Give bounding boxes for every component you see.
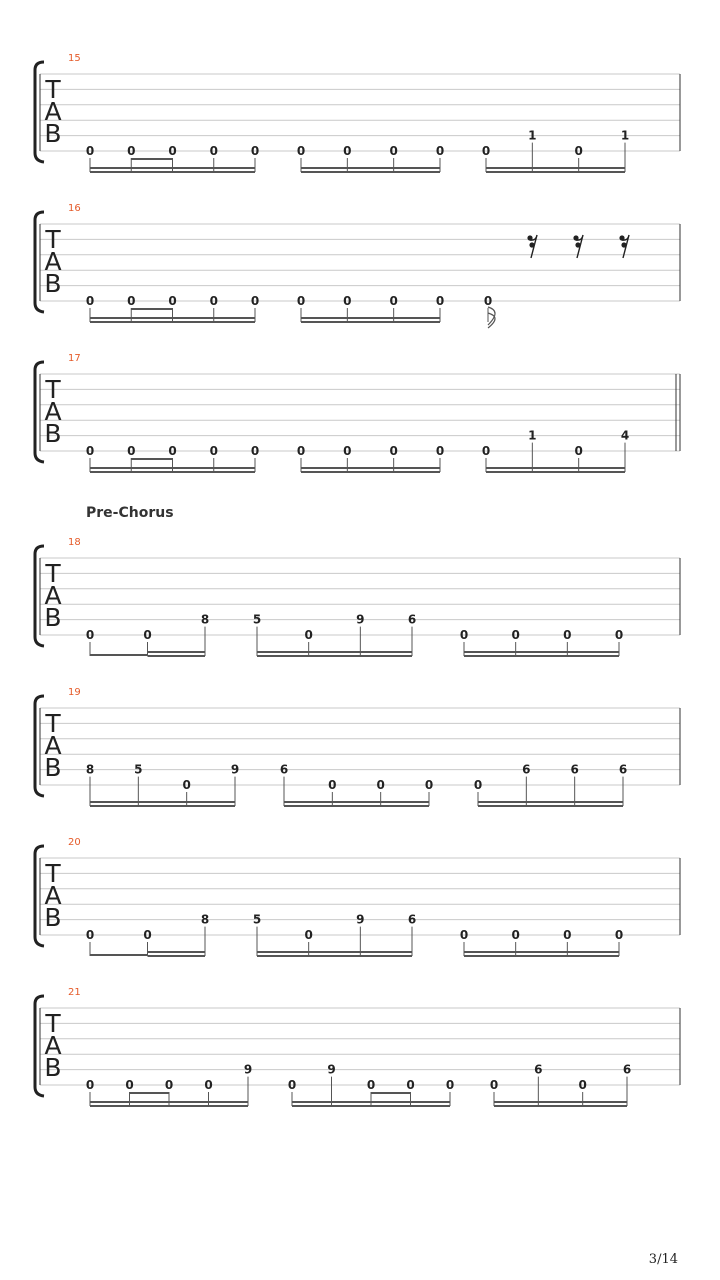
staff-system-15 bbox=[35, 53, 680, 172]
fret-number: 0 bbox=[481, 444, 491, 458]
fret-number: 0 bbox=[435, 294, 445, 308]
fret-number: 0 bbox=[85, 628, 95, 642]
fret-number: 0 bbox=[250, 444, 260, 458]
fret-number: 0 bbox=[85, 928, 95, 942]
fret-number: 0 bbox=[511, 928, 520, 942]
fret-number: 0 bbox=[389, 444, 398, 458]
fret-number: 8 bbox=[85, 762, 95, 777]
tab-clef-letter: A bbox=[44, 731, 62, 760]
fret-number: 0 bbox=[127, 444, 136, 458]
fret-number: 0 bbox=[343, 294, 352, 308]
tab-clef-letter: T bbox=[45, 709, 61, 738]
fret-number: 0 bbox=[168, 144, 177, 158]
fret-number: 9 bbox=[327, 1062, 336, 1077]
fret-number: 0 bbox=[250, 294, 260, 308]
fret-number: 0 bbox=[406, 1078, 415, 1092]
fret-number: 0 bbox=[328, 778, 337, 792]
fret-number: 0 bbox=[296, 144, 306, 158]
fret-number: 0 bbox=[459, 628, 469, 642]
fret-number: 0 bbox=[85, 1078, 95, 1092]
fret-number: 0 bbox=[343, 444, 352, 458]
staff-system-16 bbox=[35, 203, 680, 328]
measure-number: 21 bbox=[68, 987, 81, 998]
fret-number: 0 bbox=[578, 1078, 587, 1092]
tab-clef-letter: T bbox=[45, 1009, 61, 1038]
fret-number: 4 bbox=[620, 428, 630, 443]
fret-number: 9 bbox=[356, 612, 365, 627]
fret-number: 0 bbox=[182, 778, 191, 792]
tab-clef-letter: T bbox=[45, 225, 61, 254]
fret-number: 0 bbox=[204, 1078, 213, 1092]
fret-number: 0 bbox=[304, 628, 313, 642]
fret-number: 0 bbox=[85, 144, 95, 158]
fret-number: 6 bbox=[522, 762, 531, 777]
tab-clef-letter: B bbox=[44, 1053, 62, 1082]
tab-clef-letter: T bbox=[45, 375, 61, 404]
fret-number: 0 bbox=[574, 444, 583, 458]
tab-clef-letter: B bbox=[44, 269, 62, 298]
fret-number: 0 bbox=[574, 144, 583, 158]
fret-number: 0 bbox=[143, 628, 152, 642]
fret-number: 0 bbox=[483, 294, 493, 308]
fret-number: 0 bbox=[164, 1078, 174, 1092]
tab-clef-letter: T bbox=[45, 75, 61, 104]
fret-number: 6 bbox=[534, 1062, 543, 1077]
fret-number: 0 bbox=[366, 1078, 376, 1092]
tab-clef-letter: A bbox=[44, 581, 62, 610]
staff-system-18 bbox=[35, 505, 680, 656]
fret-number: 0 bbox=[473, 778, 483, 792]
page-number: 3/14 bbox=[648, 1252, 678, 1267]
fret-number: 6 bbox=[570, 762, 579, 777]
fret-number: 0 bbox=[435, 444, 445, 458]
fret-number: 9 bbox=[243, 1062, 253, 1077]
fret-number: 0 bbox=[168, 294, 177, 308]
tab-clef-letter: A bbox=[44, 1031, 62, 1060]
fret-number: 0 bbox=[435, 144, 445, 158]
fret-number: 0 bbox=[424, 778, 434, 792]
measure-number: 19 bbox=[68, 687, 81, 698]
fret-number: 0 bbox=[209, 144, 218, 158]
fret-number: 9 bbox=[356, 912, 365, 927]
fret-number: 0 bbox=[127, 294, 136, 308]
section-label: Pre-Chorus bbox=[86, 505, 174, 521]
fret-number: 0 bbox=[168, 444, 177, 458]
fret-number: 1 bbox=[528, 428, 537, 443]
fret-number: 0 bbox=[209, 444, 218, 458]
fret-number: 0 bbox=[85, 294, 95, 308]
fret-number: 0 bbox=[125, 1078, 134, 1092]
staff-system-20 bbox=[35, 837, 680, 956]
fret-number: 0 bbox=[287, 1078, 297, 1092]
fret-number: 6 bbox=[407, 912, 417, 927]
fret-number: 0 bbox=[459, 928, 469, 942]
staff-system-21 bbox=[35, 987, 680, 1106]
fret-number: 9 bbox=[230, 762, 240, 777]
fret-number: 0 bbox=[563, 928, 572, 942]
tab-clef-letter: B bbox=[44, 119, 62, 148]
fret-number: 5 bbox=[252, 612, 262, 627]
fret-number: 0 bbox=[209, 294, 218, 308]
fret-number: 0 bbox=[127, 144, 136, 158]
tab-clef-letter: B bbox=[44, 753, 62, 782]
tab-clef-letter: A bbox=[44, 247, 62, 276]
fret-number: 0 bbox=[389, 144, 398, 158]
fret-number: 6 bbox=[622, 1062, 632, 1077]
fret-number: 0 bbox=[563, 628, 572, 642]
fret-number: 0 bbox=[481, 144, 491, 158]
measure-number: 17 bbox=[68, 353, 81, 364]
staff-system-19 bbox=[35, 687, 680, 806]
fret-number: 0 bbox=[296, 294, 306, 308]
tab-clef-letter: T bbox=[45, 559, 61, 588]
tab-clef-letter: T bbox=[45, 859, 61, 888]
fret-number: 0 bbox=[85, 444, 95, 458]
fret-number: 0 bbox=[304, 928, 313, 942]
fret-number: 0 bbox=[343, 144, 352, 158]
measure-number: 18 bbox=[68, 537, 81, 548]
tab-clef-letter: A bbox=[44, 881, 62, 910]
fret-number: 1 bbox=[620, 128, 630, 143]
fret-number: 0 bbox=[296, 444, 306, 458]
tab-clef-letter: B bbox=[44, 903, 62, 932]
fret-number: 0 bbox=[389, 294, 398, 308]
measure-number: 15 bbox=[68, 53, 81, 64]
fret-number: 5 bbox=[252, 912, 262, 927]
fret-number: 0 bbox=[250, 144, 260, 158]
tab-clef-letter: A bbox=[44, 397, 62, 426]
fret-number: 6 bbox=[618, 762, 628, 777]
fret-number: 8 bbox=[200, 912, 210, 927]
tab-clef-letter: B bbox=[44, 603, 62, 632]
fret-number: 0 bbox=[489, 1078, 499, 1092]
fret-number: 8 bbox=[200, 612, 210, 627]
fret-number: 0 bbox=[143, 928, 152, 942]
fret-number: 1 bbox=[528, 128, 537, 143]
fret-number: 0 bbox=[614, 628, 624, 642]
tab-clef-letter: B bbox=[44, 419, 62, 448]
fret-number: 0 bbox=[614, 928, 624, 942]
staff-system-17 bbox=[35, 353, 680, 472]
measure-number: 16 bbox=[68, 203, 81, 214]
fret-number: 0 bbox=[445, 1078, 455, 1092]
fret-number: 0 bbox=[511, 628, 520, 642]
fret-number: 5 bbox=[134, 762, 143, 777]
measure-number: 20 bbox=[68, 837, 81, 848]
fret-number: 0 bbox=[376, 778, 385, 792]
fret-number: 6 bbox=[279, 762, 289, 777]
fret-number: 6 bbox=[407, 612, 417, 627]
tab-clef-letter: A bbox=[44, 97, 62, 126]
